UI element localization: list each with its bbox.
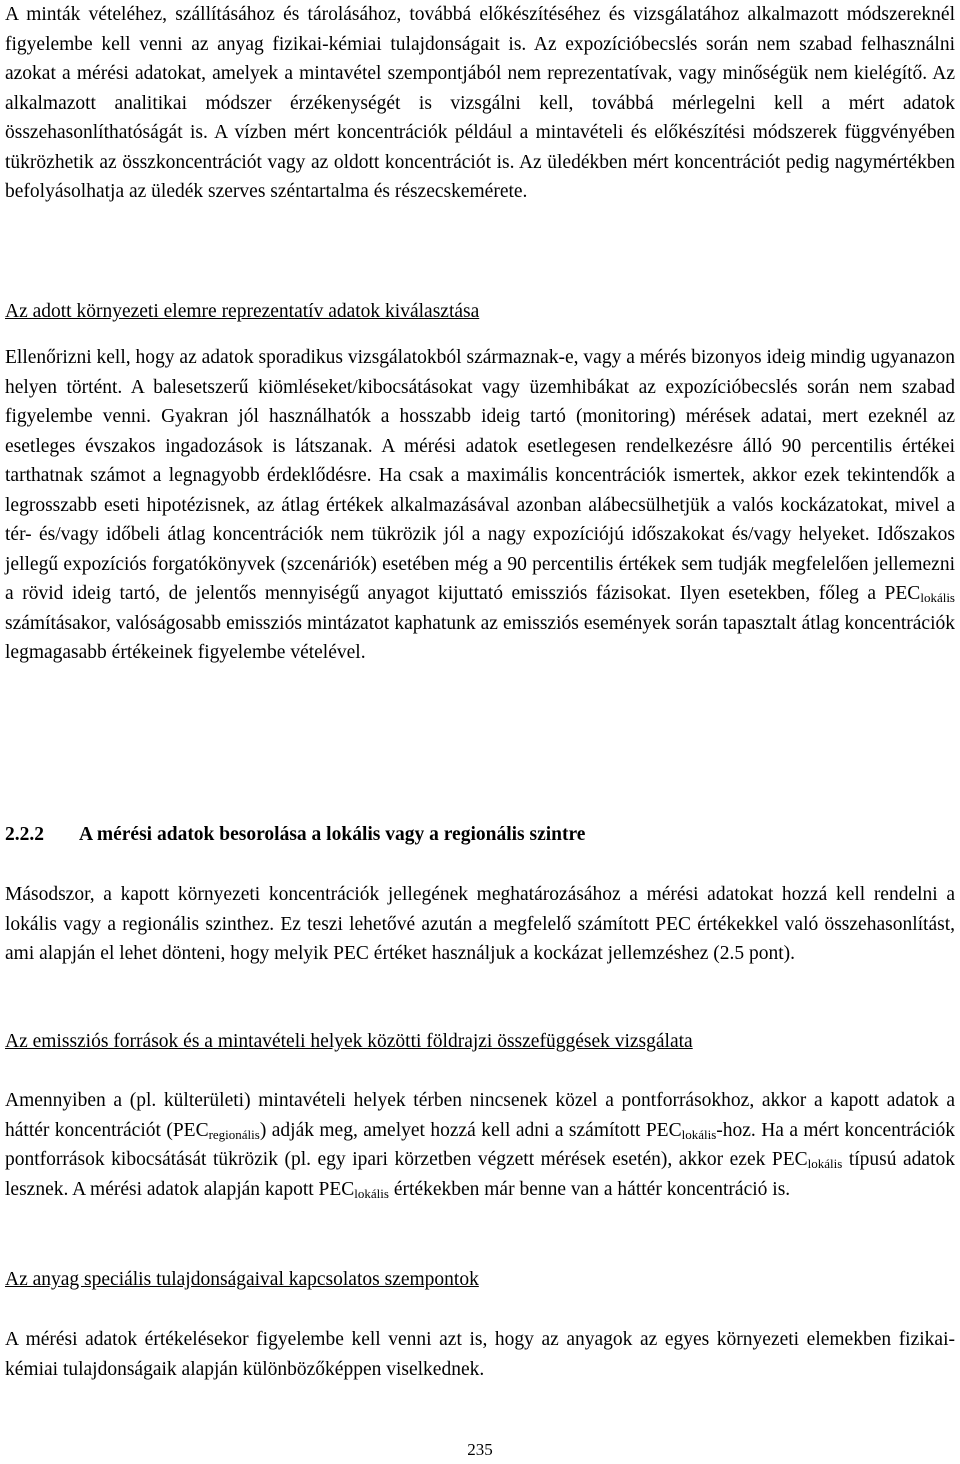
subscript-regionalis: regionális (208, 1126, 260, 1142)
subscript-lokalis: lokális (920, 590, 955, 605)
subheading-text: Az anyag speciális tulajdonságaival kapcsolatos szempontok (5, 1269, 479, 1290)
page-number: 235 (467, 1440, 493, 1459)
paragraph-local-regional: Másodszor, a kapott környezeti koncentrációk jellegének meghatározásához a mérési adatokat hozzá kell rendelni a lokális vagy a regionális szinthez. Ez teszi lehetővé azután a megfelelő számított PEC értékekkel való összehasonlítást, ami alapján el lehet dönteni, hogy melyik PEC értéket használjuk a kockázat jellemzéshez (2.5 pont). (5, 884, 955, 964)
paragraph-background-concentration (5, 1086, 955, 1204)
subscript-lokalis: lokális (807, 1156, 843, 1171)
subheading-special-properties (5, 1265, 955, 1295)
subheading-representative-data (5, 297, 955, 327)
paragraph-text: -hoz. Ha a mért koncentrációk pontforrások kibocsátását tükrözik (pl. egy ipari körzetben végzett mérések esetén), akkor ezek PEC (5, 1119, 955, 1170)
paragraph-sampling-methods: A minták vételéhez, szállításához és tárolásához, továbbá előkészítéséhez és vizsgálatához alkalmazott módszereknél figyelembe kell venni az anyag fizikai-kémiai tulajdonságait is. Az expozícióbecslés során nem szabad felhasználni azokat a mérési adatokat, amelyek a mintavétel szempontjából nem reprezentatívak, vagy minőségük nem kielégítő. Az alkalmazott analitikai módszer érzékenységét is vizsgálni kell, továbbá mérlegelni kell a mért adatok összehasonlíthatóságát is. A vízben mért koncentrációk például a mintavételi és előkészítési módszerek függvényében tükrözhetik az összkoncentrációt vagy az oldott koncentrációt is. Az üledékben mért koncentrációt pedig nagymértékben befolyásolhatja az üledék szerves széntartalma és részecskemérete. (5, 4, 955, 202)
subheading-geographic-relations (5, 1027, 955, 1057)
paragraph-text: számításakor, valóságosabb emissziós mintázatot kaphatunk az emissziós események során tapasztalt átlag koncentrációk legmagasabb értékeinek figyelembe vételével. (5, 612, 955, 663)
paragraph-text: Ellenőrizni kell, hogy az adatok sporadikus vizsgálatokból származnak-e, vagy a mérés bizonyos ideig mindig ugyanazon helyen történt. A balesetszerű kiömléseket/kibocsátásokat vagy üzemhibákat az expozícióbecslés során nem szabad figyelembe venni. Gyakran jól használhatók a hosszabb ideig tartó (monitoring) mérések adatai, mert ezeknél az esetleges évszakos ingadozások is látszanak. A mérési adatok esetlegesen rendelkezésre álló 90 percentilis értékei tarthatnak számot a legnagyobb érdeklődésre. Ha csak a maximális koncentrációk ismertek, akkor ezek tekintendők a legrosszabb eseti hipotézisnek, az átlag értékek alkalmazásával azonban alábecsülhetjük a valós kockázatokat, mivel a tér- és/vagy időbeli átlag koncentrációk nem tükrözik jól a nagy expozíciójú időszakokat és/vagy helyeket. Időszakos jellegű expozíciós forgatókönyvek (szcenáriók) esetében még a 90 percentilis értékek sem tudják megfelelően jellemezni a rövid ideig tartó, de jelentős mennyiségű anyagot kijuttató emissziós fázisokat. Ilyen esetekben, főleg a PEC (5, 347, 955, 604)
subscript-lokalis: lokális (681, 1126, 717, 1142)
subheading-text: Az adott környezeti elemre reprezentatív adatok kiválasztása (5, 301, 480, 322)
section-number: 2.2.2 (5, 824, 44, 845)
paragraph-text: Amennyiben a (pl. külterületi) mintavételi helyek térben nincsenek közel a pontforrásokhoz, akkor a kapott adatok a háttér koncentrációt (PEC (5, 1090, 955, 1141)
subscript-lokalis: lokális (354, 1185, 389, 1201)
paragraph-data-selection (5, 343, 955, 668)
paragraph-text: típusú adatok lesznek. A mérési adatok alapján kapott PEC (5, 1149, 955, 1200)
paragraph-text: ) adják meg, amelyet hozzá kell adni a számított PEC (259, 1119, 682, 1141)
paragraph-physicochemical-behaviour: A mérési adatok értékelésekor figyelembe kell venni azt is, hogy az anyagok az egyes környezeti elemekben fizikai-kémiai tulajdonságaik alapján különbözőképpen viselkednek. (5, 1329, 955, 1380)
section-title: A mérési adatok besorolása a lokális vagy a regionális szintre (79, 824, 586, 845)
section-heading (5, 820, 955, 850)
subheading-text: Az emissziós források és a mintavételi helyek közötti földrajzi összefüggések vizsgálata (5, 1031, 693, 1052)
paragraph-text: értékekben már benne van a háttér koncentráció is. (388, 1178, 791, 1200)
